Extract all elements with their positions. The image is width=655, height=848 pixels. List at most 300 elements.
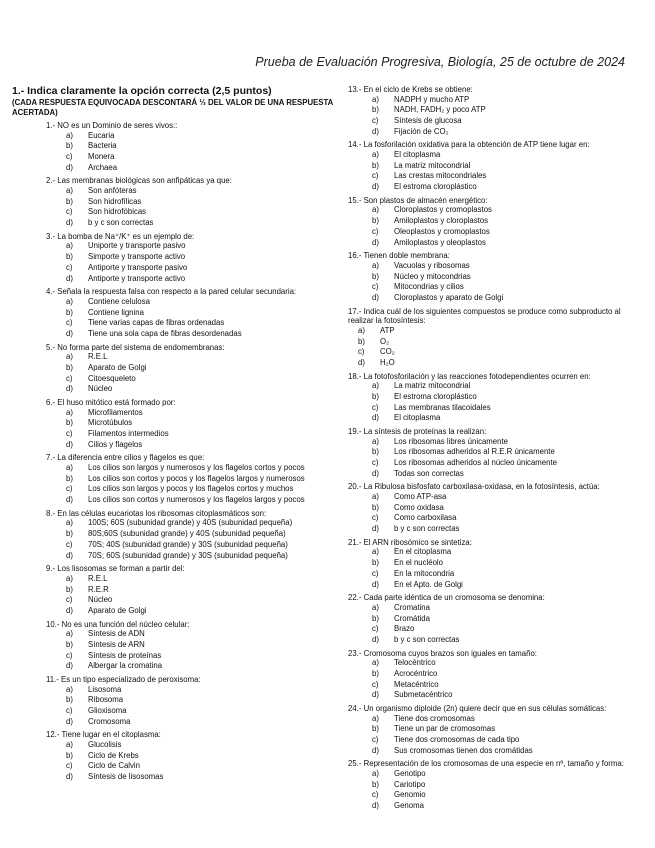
option-letter: a) — [372, 547, 379, 557]
answer-option — [12, 440, 334, 451]
option-text: Antiporte y transporte activo — [88, 273, 186, 283]
answer-option — [348, 513, 640, 524]
option-text: Contiene celulosa — [88, 296, 150, 306]
option-text: Contiene lignina — [88, 307, 144, 317]
answer-option — [348, 635, 640, 646]
option-list — [348, 437, 640, 480]
option-letter: a) — [372, 658, 379, 668]
option-letter: a) — [66, 463, 73, 473]
question-text: 14.- La fosforilación oxidativa para la obtención de ATP tiene lugar en: — [348, 140, 590, 150]
option-text: Cromosoma — [88, 716, 131, 726]
option-letter: b) — [372, 724, 379, 734]
answer-option — [348, 690, 640, 701]
option-text: Genotipo — [394, 769, 426, 779]
option-letter: b) — [372, 502, 379, 512]
option-letter: d) — [372, 634, 379, 644]
answer-option — [12, 297, 334, 308]
question-text: 7.- La diferencia entre cilios y flagelos es que: — [46, 453, 205, 463]
answer-option — [348, 714, 640, 725]
option-text: Filamentos intermedios — [88, 429, 169, 439]
option-text: En el citoplasma — [394, 547, 452, 557]
option-text: Albergar la cromatina — [88, 661, 163, 671]
option-letter: b) — [66, 639, 73, 649]
option-letter: d) — [66, 162, 73, 172]
option-letter: b) — [372, 558, 379, 568]
option-text: Ciclo de Krebs — [88, 750, 139, 760]
option-text: Genomio — [394, 790, 426, 800]
option-letter: c) — [66, 207, 73, 217]
option-text: Núcleo — [88, 595, 113, 605]
option-text: Fijación de CO₂ — [394, 126, 449, 136]
answer-option — [12, 163, 334, 174]
answer-option — [348, 182, 640, 193]
option-text: R.E.L — [88, 352, 108, 362]
answer-option — [348, 503, 640, 514]
option-text: Los cilios son cortos y pocos y los flagelos largos y numerosos — [88, 473, 305, 483]
option-letter: b) — [372, 271, 379, 281]
answer-option — [12, 374, 334, 385]
option-text: Tiene varias capas de fibras ordenadas — [88, 318, 225, 328]
option-text: Síntesis de ARN — [88, 639, 145, 649]
answer-option — [12, 308, 334, 319]
option-text: Tiene dos cromosomas — [394, 713, 475, 723]
option-letter: c) — [358, 347, 365, 357]
answer-option — [348, 216, 640, 227]
option-list — [12, 629, 334, 672]
option-text: 70S; 40S (subunidad grande) y 30S (subunidad pequeña) — [88, 539, 288, 549]
option-letter: b) — [372, 105, 379, 115]
answer-option — [12, 252, 334, 263]
option-text: Acrocéntrico — [394, 668, 438, 678]
option-letter: b) — [372, 779, 379, 789]
option-text: Microfilamentos — [88, 407, 143, 417]
answer-option — [348, 447, 640, 458]
option-letter: c) — [372, 171, 379, 181]
option-text: Metacéntrico — [394, 679, 439, 689]
option-letter: a) — [66, 130, 73, 140]
question-block — [12, 564, 334, 616]
option-letter: c) — [372, 282, 379, 292]
option-list — [12, 740, 334, 783]
option-text: Eucaria — [88, 130, 115, 140]
option-letter: d) — [66, 550, 73, 560]
option-letter: b) — [66, 252, 73, 262]
page-title: Prueba de Evaluación Progresiva, Biología, 25 de octubre de 2024 — [255, 55, 625, 69]
question-block — [12, 232, 334, 284]
question-block — [348, 85, 640, 137]
option-letter: b) — [358, 336, 365, 346]
option-letter: a) — [66, 407, 73, 417]
option-letter: c) — [372, 402, 379, 412]
question-text: 4.- Señala la respuesta falsa con respecto a la pared celular secundaria: — [46, 287, 297, 297]
option-letter: d) — [372, 126, 379, 136]
answer-option — [348, 95, 640, 106]
option-text: Síntesis de ADN — [88, 629, 145, 639]
answer-option — [348, 105, 640, 116]
answer-option — [12, 706, 334, 717]
option-letter: b) — [66, 584, 73, 594]
question-block — [348, 649, 640, 701]
answer-option — [12, 484, 334, 495]
option-text: Glucolisis — [88, 740, 122, 750]
option-letter: a) — [372, 150, 379, 159]
answer-option — [348, 392, 640, 403]
option-text: Cloroplastos y aparato de Golgi — [394, 292, 504, 302]
answer-option — [348, 358, 640, 369]
option-text: 100S; 60S (subunidad grande) y 40S (subunidad pequeña) — [88, 518, 293, 528]
left-question-list — [12, 121, 334, 783]
option-letter: d) — [372, 690, 379, 700]
option-text: Telocéntrico — [394, 658, 436, 668]
answer-option — [12, 318, 334, 329]
option-text: Son hidrofóbicas — [88, 207, 147, 217]
answer-option — [12, 408, 334, 419]
answer-option — [12, 518, 334, 529]
option-list — [348, 261, 640, 304]
answer-option — [12, 418, 334, 429]
option-text: En el nucléolo — [394, 558, 443, 568]
option-text: Uniporte y transporte pasivo — [88, 241, 186, 251]
question-text: 22.- Cada parte idéntica de un cromosoma se denomina: — [348, 593, 545, 603]
option-letter: c) — [372, 116, 379, 125]
option-text: Submetacéntrico — [394, 690, 453, 700]
answer-option — [12, 661, 334, 672]
answer-option — [348, 403, 640, 414]
option-text: 80S;60S (subunidad grande) y 40S (subunidad pequeña) — [88, 529, 286, 539]
answer-option — [348, 458, 640, 469]
answer-option — [12, 384, 334, 395]
option-letter: b) — [66, 196, 73, 206]
question-block — [12, 730, 334, 782]
option-text: En la mitocondria — [394, 568, 455, 578]
option-list — [12, 186, 334, 229]
option-text: Monera — [88, 152, 115, 161]
option-text: En el Apto. de Golgi — [394, 579, 463, 589]
answer-option — [348, 603, 640, 614]
answer-option — [12, 329, 334, 340]
option-text: Cromátida — [394, 613, 430, 623]
option-list — [12, 685, 334, 728]
question-block — [348, 759, 640, 811]
option-text: Los ribosomas libres únicamente — [394, 436, 508, 446]
option-letter: a) — [372, 381, 379, 391]
option-list — [12, 241, 334, 284]
option-text: O₂ — [380, 336, 390, 346]
option-list — [348, 658, 640, 701]
option-letter: b) — [372, 216, 379, 226]
answer-option — [12, 274, 334, 285]
option-letter: c) — [372, 790, 379, 800]
answer-option — [348, 150, 640, 161]
answer-option — [348, 161, 640, 172]
option-letter: c) — [66, 373, 73, 383]
option-text: Tiene un par de cromosomas — [394, 724, 496, 734]
option-letter: d) — [372, 801, 379, 811]
option-letter: d) — [372, 468, 379, 478]
answer-option — [12, 695, 334, 706]
option-letter: b) — [372, 447, 379, 457]
question-text: 9.- Los lisosomas se forman a partir del: — [46, 564, 185, 574]
question-block — [12, 121, 334, 173]
question-block — [12, 398, 334, 450]
option-text: Síntesis de lisosomas — [88, 772, 164, 782]
answer-option — [348, 171, 640, 182]
option-list — [348, 150, 640, 193]
option-list — [12, 408, 334, 451]
option-letter: d) — [372, 524, 379, 534]
answer-option — [12, 606, 334, 617]
option-letter: d) — [66, 495, 73, 505]
option-letter: b) — [66, 750, 73, 760]
option-letter: c) — [372, 679, 379, 689]
option-text: Las crestas mitocondriales — [394, 171, 487, 181]
option-text: Amiloplastos y oleoplastos — [394, 237, 486, 247]
question-block — [348, 196, 640, 248]
answer-option — [348, 801, 640, 812]
answer-option — [348, 272, 640, 283]
question-text: 2.- Las membranas biológicas son anfipáticas ya que: — [46, 176, 232, 186]
answer-option — [12, 152, 334, 163]
answer-option — [12, 551, 334, 562]
answer-option — [348, 413, 640, 424]
answer-option — [12, 685, 334, 696]
question-block — [12, 176, 334, 228]
option-text: Citoesqueleto — [88, 373, 136, 383]
option-letter: a) — [358, 325, 365, 335]
answer-option — [348, 437, 640, 448]
option-text: Archaea — [88, 162, 118, 172]
option-text: Amiloplastos y cloroplastos — [394, 216, 489, 226]
option-list — [348, 326, 640, 369]
option-text: Ribosoma — [88, 695, 124, 705]
option-letter: b) — [66, 695, 73, 705]
option-letter: b) — [66, 141, 73, 151]
option-letter: d) — [372, 237, 379, 247]
answer-option — [12, 740, 334, 751]
option-letter: c) — [372, 458, 379, 468]
question-block — [12, 453, 334, 505]
option-letter: c) — [372, 624, 379, 634]
option-text: NADPH y mucho ATP — [394, 94, 470, 104]
option-text: Núcleo — [88, 384, 113, 394]
option-text: Simporte y transporte activo — [88, 252, 186, 262]
option-letter: c) — [66, 429, 73, 439]
question-block — [348, 251, 640, 303]
option-text: R.E.R — [88, 584, 109, 594]
option-text: Cilios y flagelos — [88, 439, 143, 449]
question-block — [348, 538, 640, 590]
option-letter: b) — [372, 391, 379, 401]
option-text: Brazo — [394, 624, 415, 634]
answer-option — [348, 238, 640, 249]
option-letter: c) — [372, 735, 379, 745]
option-text: Los ribosomas adheridos al núcleo únicamente — [394, 458, 557, 468]
option-list — [348, 714, 640, 757]
question-text: 19.- La síntesis de proteínas la realizan: — [348, 427, 487, 437]
question-text: 10.- No es una función del núcleo celular: — [46, 619, 190, 629]
answer-option — [12, 574, 334, 585]
option-letter: b) — [372, 613, 379, 623]
answer-option — [12, 352, 334, 363]
option-text: Todas son correctas — [394, 468, 464, 478]
option-text: b y c son correctas — [394, 524, 460, 534]
option-letter: c) — [372, 513, 379, 523]
option-text: Aparato de Golgi — [88, 362, 147, 372]
answer-option — [348, 337, 640, 348]
option-letter: a) — [66, 573, 73, 583]
answer-option — [12, 429, 334, 440]
option-text: ATP — [380, 325, 395, 335]
option-text: Aparato de Golgi — [88, 605, 147, 615]
answer-option — [12, 717, 334, 728]
question-block — [12, 675, 334, 727]
option-text: Antiporte y transporte pasivo — [88, 262, 188, 272]
section-heading: 1.- Indica claramente la opción correcta (2,5 puntos) — [12, 85, 272, 97]
option-list — [348, 381, 640, 424]
option-letter: d) — [372, 182, 379, 192]
answer-option — [348, 127, 640, 138]
option-text: Mitocondrias y cilios — [394, 282, 464, 292]
question-block — [348, 593, 640, 645]
answer-option — [12, 141, 334, 152]
answer-option — [12, 751, 334, 762]
answer-option — [12, 197, 334, 208]
question-text: 12.- Tiene lugar en el citoplasma: — [46, 730, 161, 740]
question-block — [348, 482, 640, 534]
answer-option — [12, 640, 334, 651]
question-block — [348, 372, 640, 424]
question-text: 15.- Son plastos de almacén energético: — [348, 195, 488, 205]
option-letter: a) — [372, 436, 379, 446]
option-letter: c) — [66, 262, 73, 272]
option-letter: b) — [66, 307, 73, 317]
option-list — [12, 297, 334, 340]
question-text: 11.- Es un tipo especializado de peroxisoma: — [46, 675, 201, 685]
option-letter: c) — [66, 484, 73, 494]
answer-option — [348, 680, 640, 691]
answer-option — [12, 263, 334, 274]
option-letter: d) — [66, 772, 73, 782]
option-letter: a) — [372, 713, 379, 723]
option-text: Ciclo de Calvin — [88, 761, 141, 771]
option-text: Los ribosomas adheridos al R.E.R únicamente — [394, 447, 555, 457]
answer-option — [348, 347, 640, 358]
answer-option — [348, 735, 640, 746]
option-list — [12, 463, 334, 506]
answer-option — [348, 624, 640, 635]
option-letter: d) — [66, 384, 73, 394]
option-letter: d) — [66, 218, 73, 228]
answer-option — [348, 293, 640, 304]
option-letter: b) — [372, 160, 379, 170]
question-text: 6.- El huso mitótico está formado por: — [46, 398, 176, 408]
question-block — [12, 509, 334, 561]
option-letter: a) — [372, 205, 379, 215]
option-text: La matriz mitocondrial — [394, 381, 471, 391]
answer-option — [12, 495, 334, 506]
option-letter: d) — [372, 413, 379, 423]
right-question-list — [348, 85, 640, 812]
right-column — [348, 85, 640, 815]
question-text: 20.- La Ribulosa bisfosfato carboxilasa-oxidasa, en la fotosíntesis, actúa: — [348, 482, 600, 492]
option-list — [348, 492, 640, 535]
option-letter: b) — [372, 668, 379, 678]
answer-option — [348, 469, 640, 480]
option-letter: d) — [358, 357, 365, 367]
option-list — [12, 518, 334, 561]
answer-option — [348, 492, 640, 503]
question-text: 18.- La fotofosforilación y las reacciones fotodependientes ocurren en: — [348, 371, 591, 381]
question-block — [348, 307, 640, 369]
option-text: R.E.L — [88, 573, 108, 583]
answer-option — [348, 769, 640, 780]
answer-option — [12, 629, 334, 640]
option-text: Síntesis de proteínas — [88, 650, 162, 660]
answer-option — [12, 218, 334, 229]
question-text: 13.- En el ciclo de Krebs se obtiene: — [348, 85, 473, 94]
option-text: Cloroplastos y cromoplastos — [394, 205, 492, 215]
answer-option — [348, 326, 640, 337]
question-block — [348, 427, 640, 479]
option-letter: a) — [372, 94, 379, 104]
option-text: Núcleo y mitocondrias — [394, 271, 471, 281]
option-text: Son hidrofílicas — [88, 196, 142, 206]
option-text: Cromatina — [394, 602, 430, 612]
option-text: Como oxidasa — [394, 502, 444, 512]
option-letter: d) — [66, 328, 73, 338]
answer-option — [348, 558, 640, 569]
option-text: NADH, FADH₂ y poco ATP — [394, 105, 486, 115]
option-letter: c) — [372, 568, 379, 578]
answer-option — [12, 772, 334, 783]
option-letter: d) — [372, 579, 379, 589]
option-letter: d) — [372, 292, 379, 302]
option-text: Bacteria — [88, 141, 117, 151]
option-text: Glioxisoma — [88, 706, 127, 716]
option-text: Los cilios son cortos y numerosos y los flagelos largos y pocos — [88, 495, 305, 505]
answer-option — [12, 761, 334, 772]
answer-option — [12, 363, 334, 374]
question-text: 3.- La bomba de Na⁺/K⁺ es un ejemplo de: — [46, 231, 195, 241]
option-text: Los cilios son largos y pocos y los flagelos cortos y muchos — [88, 484, 294, 494]
option-letter: d) — [372, 745, 379, 755]
option-letter: a) — [372, 602, 379, 612]
question-text: 24.- Un organismo diploide (2n) quiere decir que en sus células somáticas: — [348, 704, 607, 714]
answer-option — [12, 131, 334, 142]
option-letter: d) — [66, 273, 73, 283]
option-text: H₂O — [380, 357, 395, 367]
question-text: 5.- No forma parte del sistema de endomembranas: — [46, 342, 225, 352]
option-text: Tiene dos cromosomas de cada tipo — [394, 735, 520, 745]
answer-option — [12, 241, 334, 252]
option-list — [12, 352, 334, 395]
answer-option — [348, 658, 640, 669]
option-letter: b) — [66, 473, 73, 483]
option-text: El citoplasma — [394, 150, 441, 159]
answer-option — [12, 585, 334, 596]
option-list — [348, 769, 640, 812]
option-text: Genoma — [394, 801, 424, 811]
option-list — [12, 131, 334, 174]
option-letter: c) — [372, 226, 379, 236]
option-text: Cariotipo — [394, 779, 426, 789]
option-letter: b) — [66, 529, 73, 539]
answer-option — [348, 790, 640, 801]
option-letter: c) — [66, 595, 73, 605]
option-letter: a) — [66, 684, 73, 694]
answer-option — [12, 595, 334, 606]
option-text: Lisosoma — [88, 684, 122, 694]
